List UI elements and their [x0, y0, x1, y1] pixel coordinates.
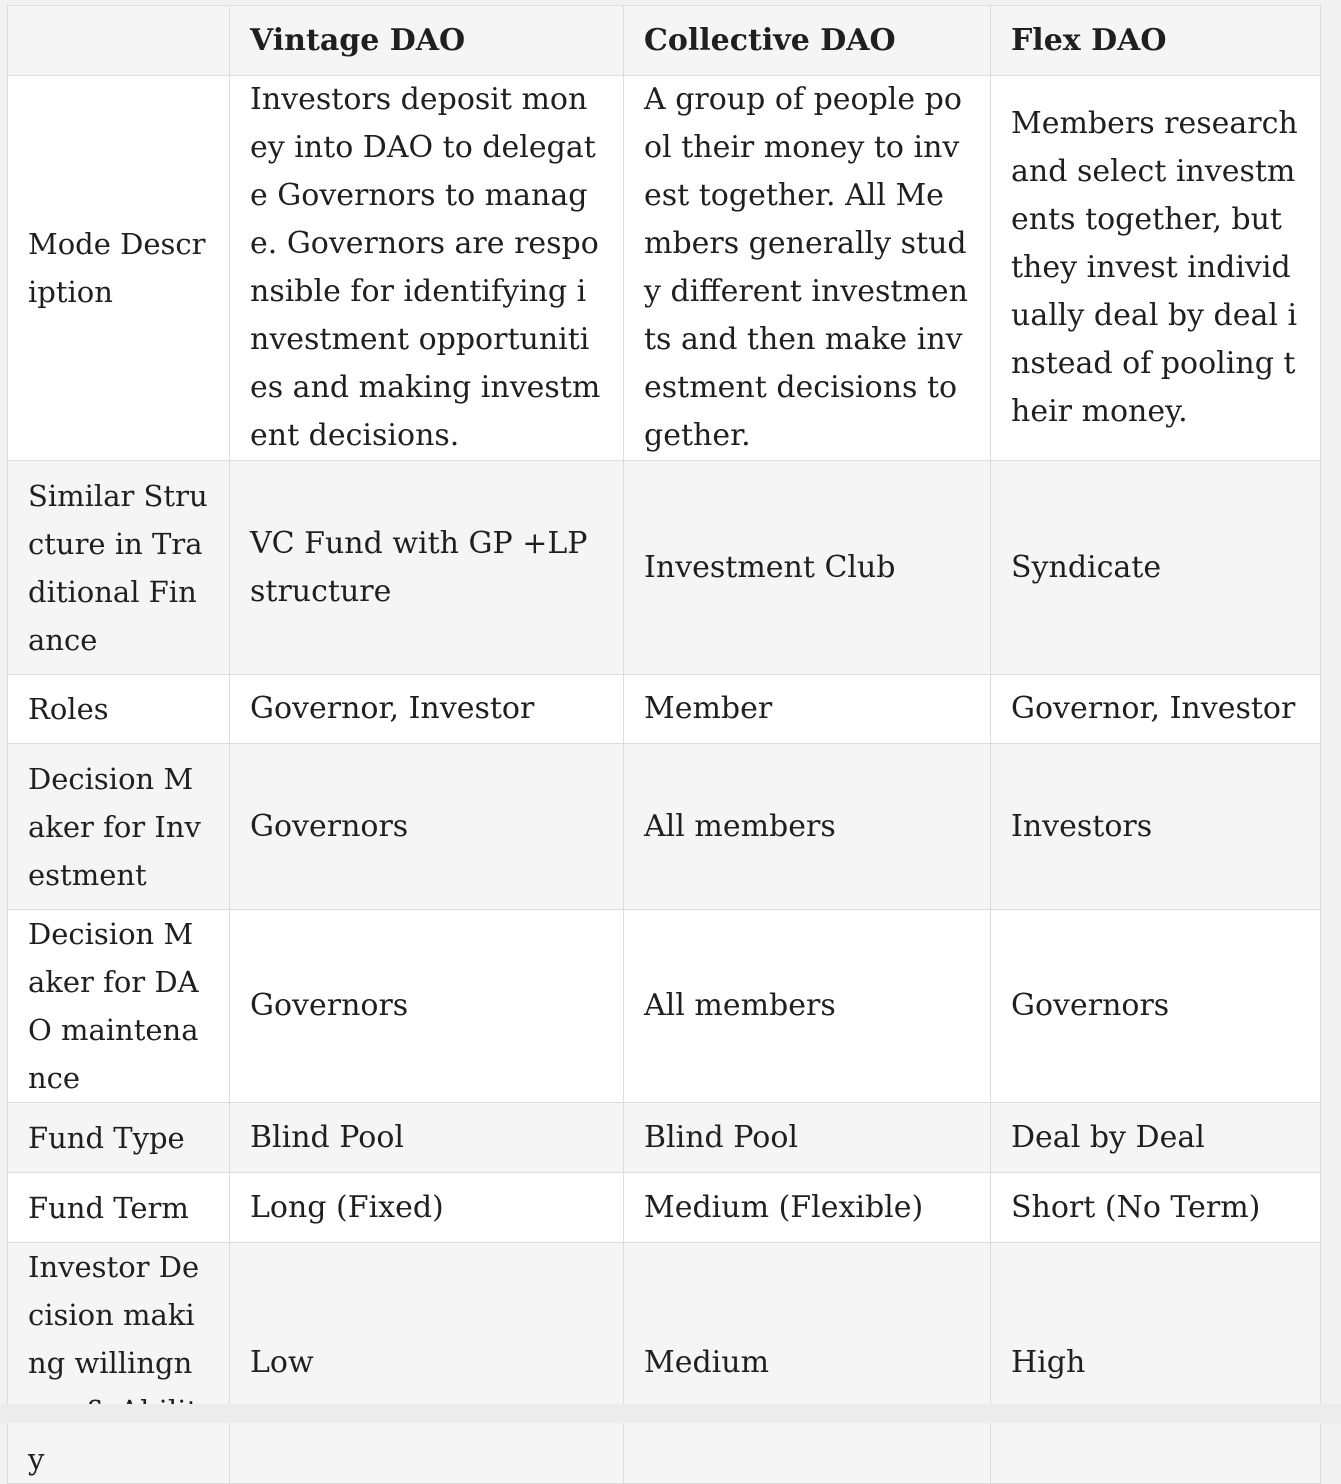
page-bottom-strip: [0, 1404, 1341, 1423]
row-label: Similar Structure in Traditional Finance: [8, 461, 230, 675]
table-cell: Deal by Deal: [991, 1103, 1321, 1173]
table-cell: Governor, Investor: [230, 675, 624, 744]
header-empty-cell: [8, 6, 230, 76]
table-row: [8, 1173, 1321, 1243]
row-label: Decision Maker for Investment: [8, 744, 230, 910]
table-cell: All members: [624, 910, 991, 1103]
table-cell: Investors deposit money into DAO to delegate Governors to manage. Governors are responsible for identifying investment opportunities and making investment decisions.: [230, 76, 624, 461]
row-label: Fund Term: [8, 1173, 230, 1243]
table-cell: Long (Fixed): [230, 1173, 624, 1243]
table-cell: Investors: [991, 744, 1321, 910]
header-collective-dao: Collective DAO: [624, 6, 991, 76]
table-cell: Members research and select investments together, but they invest individually deal by deal instead of pooling their money.: [991, 76, 1321, 461]
row-label: Roles: [8, 675, 230, 744]
table-cell: Governors: [230, 744, 624, 910]
row-label: Decision Maker for DAO maintenance: [8, 910, 230, 1103]
table-row: [8, 910, 1321, 1103]
table-cell: Medium: [624, 1243, 991, 1484]
table-cell: Member: [624, 675, 991, 744]
table-cell: Investment Club: [624, 461, 991, 675]
table-row: [8, 744, 1321, 910]
table-cell: Short (No Term): [991, 1173, 1321, 1243]
table-cell: Low: [230, 1243, 624, 1484]
table-row: [8, 675, 1321, 744]
dao-comparison-table: [7, 5, 1321, 1484]
table-cell: Governor, Investor: [991, 675, 1321, 744]
table-row: [8, 461, 1321, 675]
comparison-table-container: [7, 5, 1320, 1476]
row-label: Mode Description: [8, 76, 230, 461]
table-cell: VC Fund with GP +LP structure: [230, 461, 624, 675]
table-cell: All members: [624, 744, 991, 910]
table-cell: A group of people pool their money to invest together. All Members generally study different investments and then make investment decisions together.: [624, 76, 991, 461]
table-header-row: [8, 6, 1321, 76]
row-label: Investor Decision making willingn y: [8, 1243, 230, 1484]
table-cell: Governors: [991, 910, 1321, 1103]
table-row: [8, 76, 1321, 461]
header-flex-dao: Flex DAO: [991, 6, 1321, 76]
header-vintage-dao: Vintage DAO: [230, 6, 624, 76]
table-cell: Blind Pool: [230, 1103, 624, 1173]
table-cell: Blind Pool: [624, 1103, 991, 1173]
table-cell: Syndicate: [991, 461, 1321, 675]
table-cell: Medium (Flexible): [624, 1173, 991, 1243]
row-label: Fund Type: [8, 1103, 230, 1173]
table-cell: Governors: [230, 910, 624, 1103]
table-cell: High: [991, 1243, 1321, 1484]
table-row: [8, 1243, 1321, 1484]
table-row: [8, 1103, 1321, 1173]
